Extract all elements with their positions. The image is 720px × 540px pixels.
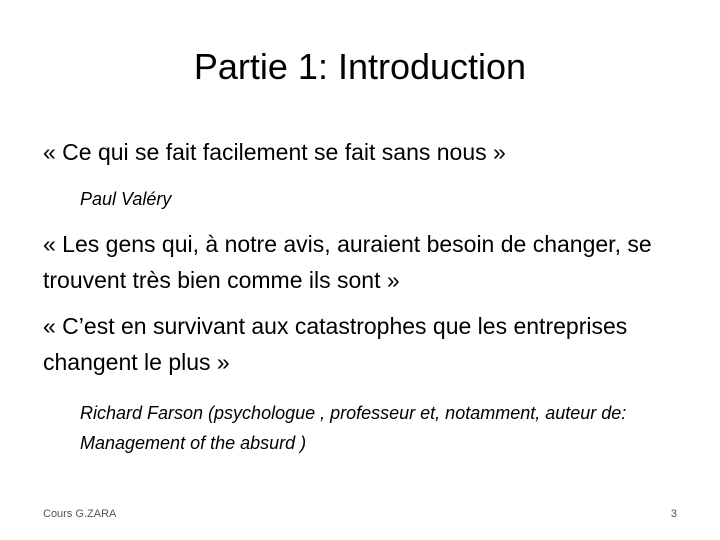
quote-catastrophes: « C’est en survivant aux catastrophes que les entreprises changent le plus » <box>43 313 628 375</box>
quote-author-farson: Richard Farson (psychologue , professeur et, notamment, auteur de: Management of the absurd ) <box>80 403 627 453</box>
quote-people-change: « Les gens qui, à notre avis, auraient besoin de changer, se trouvent très bien comme ils sont » <box>43 231 652 293</box>
quote-valery: « Ce qui se fait facilement se fait sans nous » <box>43 139 506 165</box>
footer-course: Cours G.ZARA <box>43 508 117 520</box>
quote-author-valery: Paul Valéry <box>80 189 172 209</box>
page-number: 3 <box>670 508 677 520</box>
slide-title: Partie 1: Introduction <box>193 46 527 87</box>
